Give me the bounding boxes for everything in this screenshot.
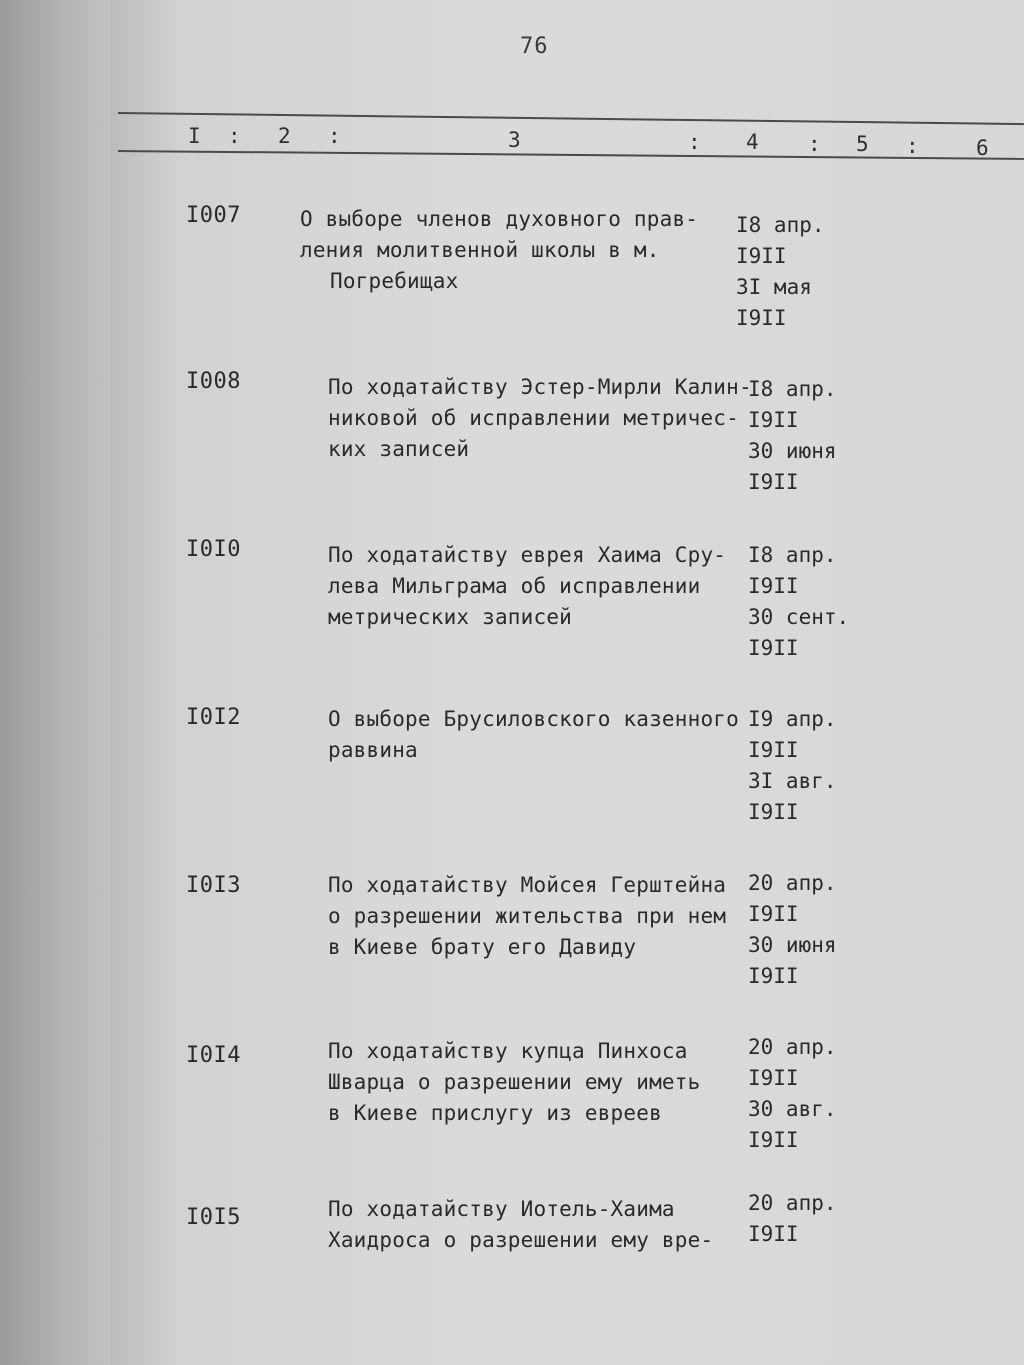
date-line: 3I мая [736,275,812,299]
date-line: I9II [748,902,799,926]
column-separator: : [808,132,821,156]
column-number-6: 6 [976,136,989,160]
date-line: I9II [736,244,787,268]
date-line: I9II [748,964,799,988]
date-line: 30 сент. [748,605,850,629]
entry-title-line: лева Мильграма об исправлении [328,574,701,598]
entry-title [328,540,748,633]
entry-number: I008 [186,369,241,394]
column-number-3: 3 [508,128,521,152]
entry-title-line: Хаидроса о разрешении ему вре- [328,1228,714,1252]
column-number-1: I [188,124,201,148]
column-separator: : [328,124,341,148]
entry-title-line: По ходатайству купца Пинхоса [328,1039,688,1063]
entry-title-line: Шварца о разрешении ему иметь [328,1070,701,1094]
date-line: 30 июня [748,933,837,957]
column-separator: : [228,124,241,148]
date-line: I9II [748,1128,799,1152]
entry-dates [748,374,858,498]
entry-title-line: в Киеве брату его Давиду [328,935,637,959]
date-line: I9II [748,1222,799,1246]
date-line: I9II [748,470,799,494]
entry-dates [748,540,858,664]
entry-title-line: О выборе Брусиловского казенного [328,707,739,731]
entry-dates [748,704,858,828]
date-line: 20 апр. [748,871,837,895]
entry-title-line: По ходатайству Мойсея Герштейна [328,873,727,897]
entry-title [328,870,748,963]
date-line: 3I авг. [748,769,837,793]
entry-title-line: никовой об исправлении метричес- [328,406,739,430]
entry-dates [748,1032,858,1156]
entry-number: I0I5 [186,1205,241,1230]
book-binding [0,0,118,1365]
entry-number: I0I2 [186,705,241,730]
date-line: I9 апр. [748,707,837,731]
entry-dates [748,868,858,992]
date-line: I8 апр. [748,543,837,567]
column-separator: : [906,134,919,158]
page-number: 76 [520,34,549,59]
date-line: 20 апр. [748,1191,837,1215]
entry-title-line: По ходатайству Иотель-Хаима [328,1197,675,1221]
entry-number: I0I3 [186,873,241,898]
entry-dates [748,1188,858,1250]
date-line: I9II [736,306,787,330]
entry-number: I0I4 [186,1043,241,1068]
entry-title-line: ких записей [328,437,470,461]
column-header-row [0,124,1024,160]
date-line: I9II [748,738,799,762]
column-number-5: 5 [856,132,869,156]
entry-dates [736,210,846,334]
column-number-4: 4 [746,130,759,154]
entry-title-line: раввина [328,738,418,762]
entry-title-line: Погребищах [330,269,459,293]
entry-title-line: о разрешении жительства при нем [328,904,727,928]
date-line: I9II [748,636,799,660]
entry-title [300,204,720,297]
column-number-2: 2 [278,124,291,148]
entry-number: I007 [186,203,241,228]
date-line: I9II [748,574,799,598]
date-line: I8 апр. [736,213,825,237]
date-line: 30 июня [748,439,837,463]
date-line: I9II [748,408,799,432]
entry-title [328,704,748,766]
entry-title-line: в Киеве прислугу из евреев [328,1101,662,1125]
entry-title-line: ления молитвенной школы в м. [300,238,660,262]
entry-title [328,1194,748,1256]
entry-title-line: По ходатайству еврея Хаима Сру- [328,543,727,567]
entry-title [328,372,752,465]
date-line: 20 апр. [748,1035,837,1059]
entry-title-line: По ходатайству Эстер-Мирли Калин- [328,375,752,399]
date-line: I8 апр. [748,377,837,401]
date-line: 30 авг. [748,1097,837,1121]
entry-title-line: метрических записей [328,605,573,629]
entry-number: I0I0 [186,537,241,562]
date-line: I9II [748,1066,799,1090]
entry-title-line: О выборе членов духовного прав- [300,207,699,231]
date-line: I9II [748,800,799,824]
column-separator: : [688,130,701,154]
entry-title [328,1036,748,1129]
